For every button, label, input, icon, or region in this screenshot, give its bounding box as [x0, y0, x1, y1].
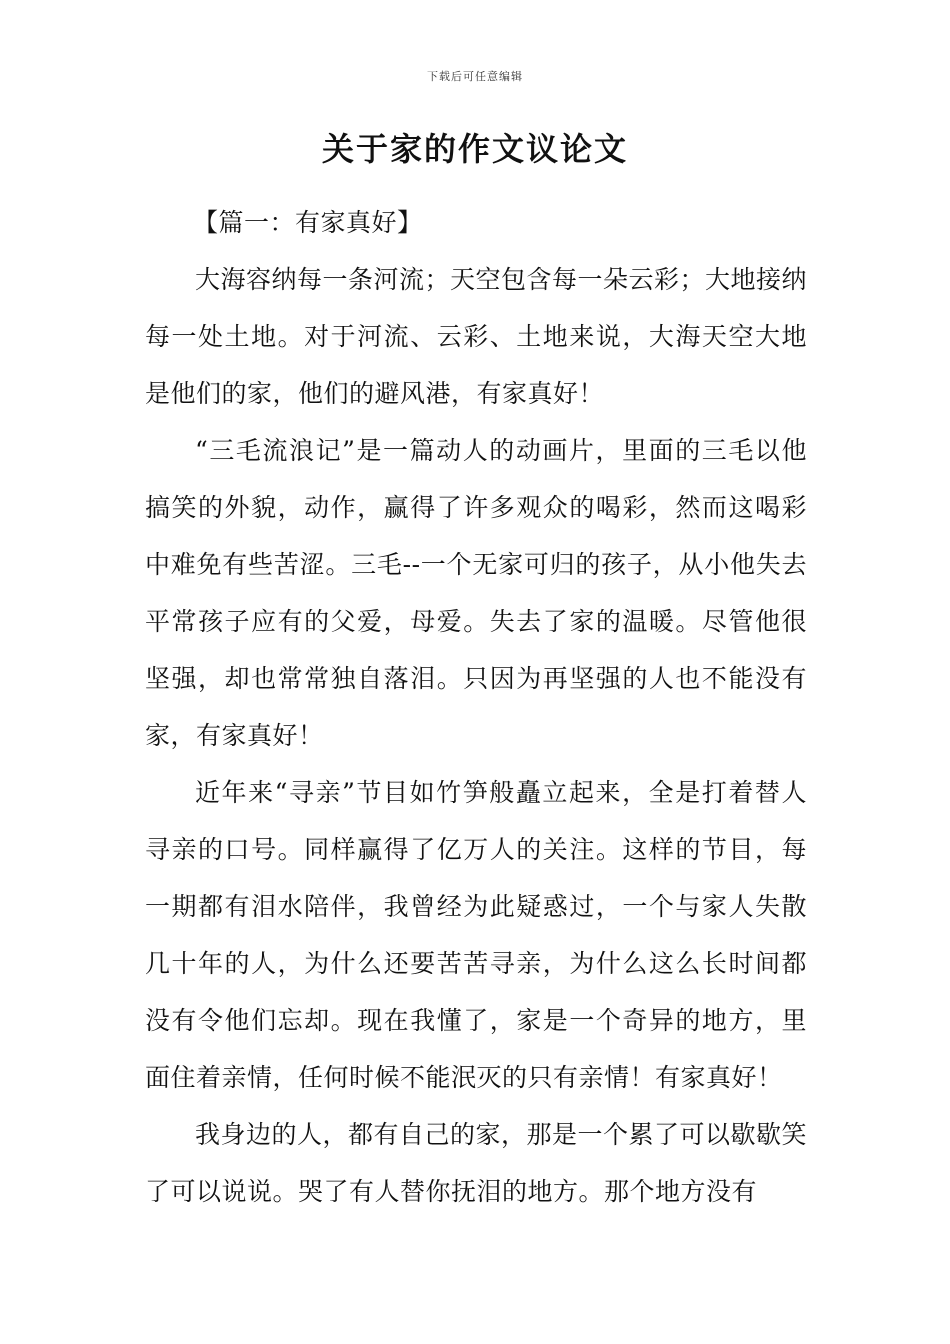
header-note: 下载后可任意编辑	[427, 70, 523, 83]
paragraph-2: “三毛流浪记”是一篇动人的动画片，里面的三毛以他搞笑的外貌，动作，赢得了许多观众的喝彩，然而这喝彩中难免有些苦涩。三毛--一个无家可归的孩子，从小他失去平常孩子应有的父爱，母爱。失去了家的温暖。尽管他很坚强，却也常常独自落泪。只因为再坚强的人也不能没有家，有家真好！	[145, 436, 807, 750]
document-body	[145, 194, 807, 1220]
section-heading: 【篇一：有家真好】	[193, 208, 423, 237]
document-title: 关于家的作文议论文	[321, 130, 628, 168]
paragraph-3: 近年来“寻亲”节目如竹笋般矗立起来，全是打着替人寻亲的口号。同样赢得了亿万人的关注。这样的节目，每一期都有泪水陪伴，我曾经为此疑惑过，一个与家人失散几十年的人，为什么还要苦苦寻亲，为什么这么长时间都没有令他们忘却。现在我懂了，家是一个奇异的地方，里面住着亲情，任何时候不能泯灭的只有亲情！有家真好！	[145, 778, 807, 1092]
paragraph-1: 大海容纳每一条河流；天空包含每一朵云彩；大地接纳每一处土地。对于河流、云彩、土地来说，大海天空大地是他们的家，他们的避风港，有家真好！	[145, 265, 808, 408]
paragraph-4: 我身边的人，都有自己的家，那是一个累了可以歇歇笑了可以说说。哭了有人替你抚泪的地方。那个地方没有	[145, 1120, 808, 1206]
